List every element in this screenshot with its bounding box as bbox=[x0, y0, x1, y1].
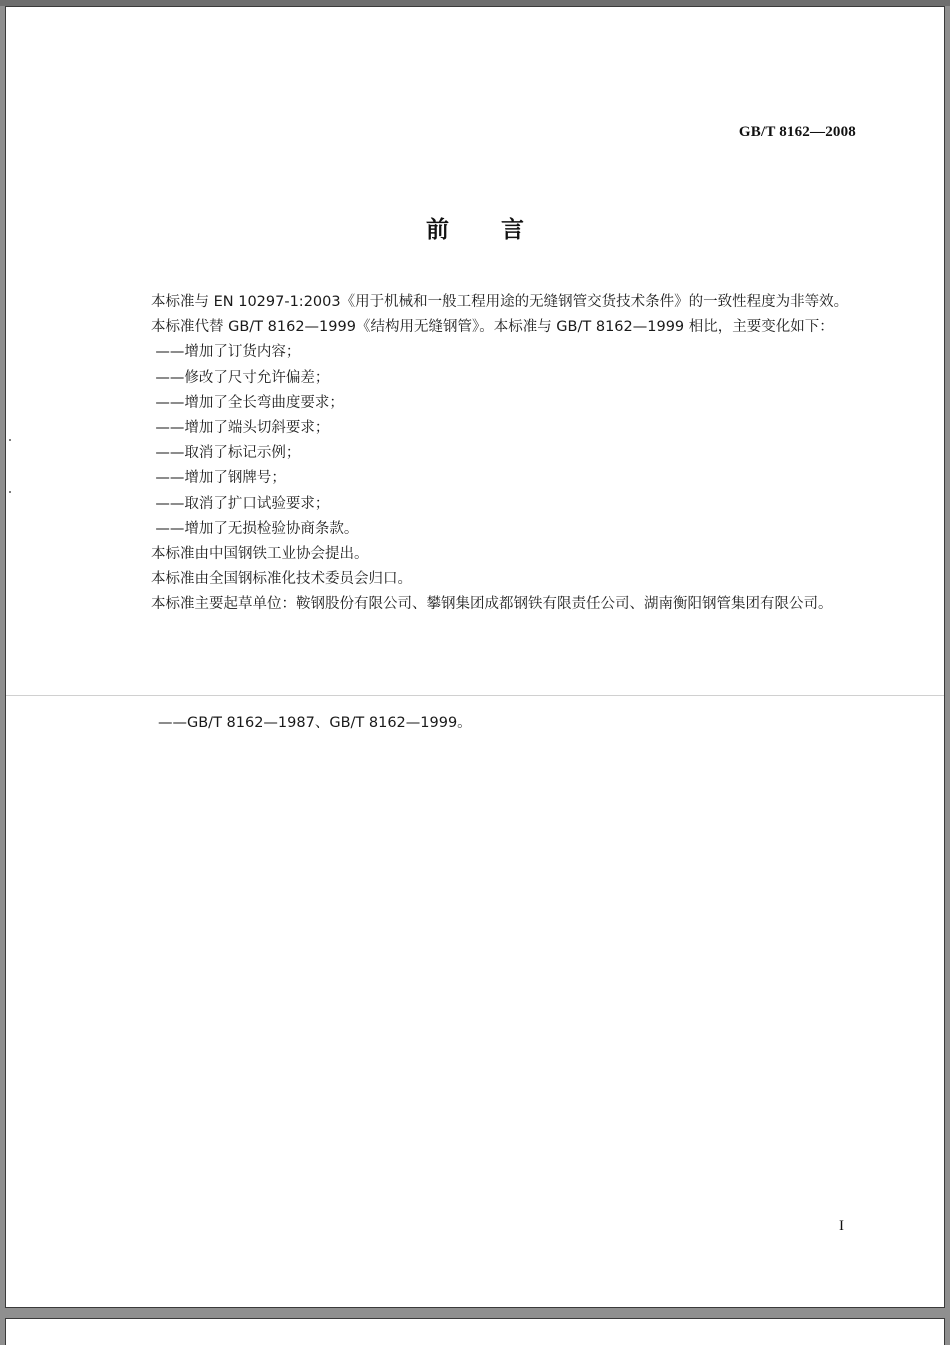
paragraph-managed-by: 本标准由全国钢标准化技术委员会归口。 bbox=[151, 571, 412, 588]
change-item: ——增加了订货内容； bbox=[155, 344, 301, 361]
change-item: ——增加了钢牌号； bbox=[155, 470, 286, 487]
next-page-edge bbox=[5, 1318, 945, 1345]
standard-number: GB/T 8162—2008 bbox=[738, 124, 856, 140]
paragraph-replaces: 本标准代替 GB/T 8162—1999《结构用无缝钢管》。本标准与 GB/T 8162—1999 相比，主要变化如下： bbox=[151, 319, 834, 336]
change-item: ——修改了尺寸允许偏差； bbox=[155, 369, 330, 386]
scan-speck bbox=[9, 439, 11, 441]
change-item: ——取消了扩口试验要求； bbox=[155, 495, 330, 512]
change-item: ——增加了无损检验协商条款。 bbox=[155, 520, 359, 537]
change-item: ——取消了标记示例； bbox=[155, 445, 301, 462]
scan-seam bbox=[6, 695, 944, 696]
paragraph-proposed-by: 本标准由中国钢铁工业协会提出。 bbox=[151, 546, 369, 563]
paragraph-drafting-units: 本标准主要起草单位：鞍钢股份有限公司、攀钢集团成都钢铁有限责任公司、湖南衡阳钢管集团有限公司。 bbox=[151, 596, 833, 613]
foreword-body bbox=[122, 290, 857, 618]
page-number: I bbox=[839, 1218, 844, 1234]
replaced-editions: ——GB/T 8162—1987、GB/T 8162—1999。 bbox=[158, 715, 472, 731]
change-item: ——增加了端头切斜要求； bbox=[155, 420, 330, 437]
scan-speck bbox=[9, 491, 11, 493]
document-page bbox=[5, 6, 945, 1308]
change-item: ——增加了全长弯曲度要求； bbox=[155, 394, 344, 411]
paragraph-equivalence: 本标准与 EN 10297-1:2003《用于机械和一般工程用途的无缝钢管交货技术条件》的一致性程度为非等效。 bbox=[151, 294, 849, 310]
page-title: 前言 bbox=[426, 217, 576, 243]
